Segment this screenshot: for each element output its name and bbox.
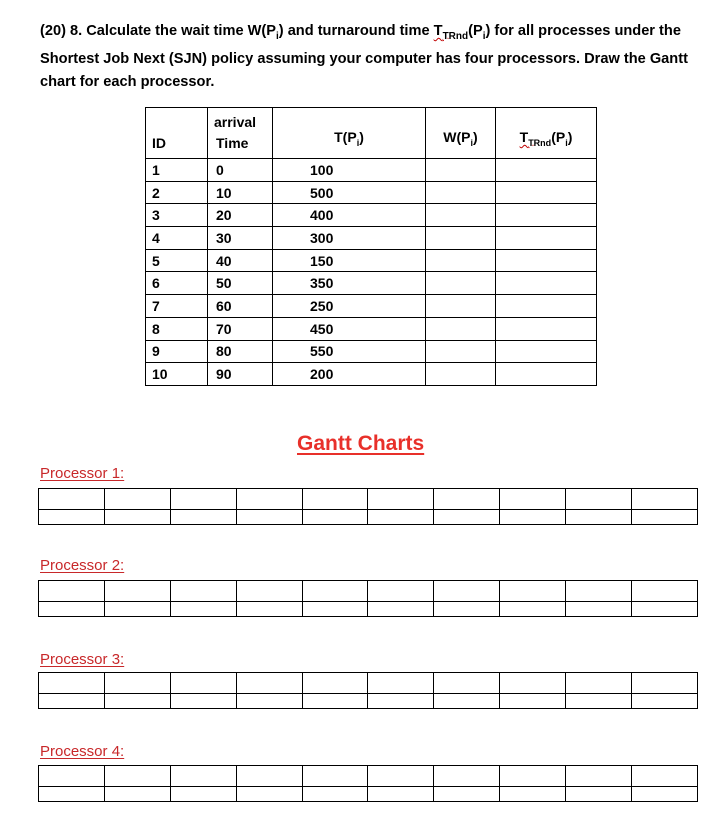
cell-id: 8 [146, 317, 208, 340]
gantt-cell[interactable] [39, 581, 105, 602]
cell-t: 200 [273, 363, 426, 386]
gantt-cell[interactable] [170, 602, 236, 617]
gantt-cell[interactable] [368, 787, 434, 802]
cell-w[interactable] [426, 181, 496, 204]
cell-w[interactable] [426, 317, 496, 340]
gantt-cell[interactable] [434, 602, 500, 617]
gantt-cell[interactable] [368, 766, 434, 787]
cell-t: 300 [273, 227, 426, 250]
gantt-cell[interactable] [39, 673, 105, 694]
cell-id: 2 [146, 181, 208, 204]
cell-arrival: 30 [208, 227, 273, 250]
gantt-cell[interactable] [170, 787, 236, 802]
gantt-cell[interactable] [368, 581, 434, 602]
processor-1-label: Processor 1: [40, 465, 125, 482]
gantt-cell[interactable] [39, 694, 105, 709]
gantt-cell[interactable] [236, 602, 302, 617]
gantt-cell[interactable] [39, 766, 105, 787]
cell-t: 250 [273, 295, 426, 318]
cell-w[interactable] [426, 204, 496, 227]
gantt-cell[interactable] [566, 489, 632, 510]
gantt-cell[interactable] [434, 766, 500, 787]
header-w: $W(P_i)$ [426, 108, 496, 159]
gantt-cell[interactable] [39, 489, 105, 510]
gantt-cell[interactable] [170, 673, 236, 694]
gantt-cell[interactable] [632, 673, 698, 694]
gantt-cell[interactable] [236, 489, 302, 510]
gantt-cell[interactable] [302, 602, 368, 617]
table-row [146, 295, 597, 318]
gantt-cell[interactable] [104, 602, 170, 617]
gantt-cell[interactable] [368, 510, 434, 525]
cell-id: 3 [146, 204, 208, 227]
cell-w[interactable] [426, 295, 496, 318]
gantt-cell[interactable] [632, 787, 698, 802]
gantt-cell[interactable] [302, 510, 368, 525]
gantt-cell[interactable] [368, 673, 434, 694]
cell-id: 1 [146, 159, 208, 182]
gantt-cell[interactable] [566, 673, 632, 694]
gantt-cell[interactable] [632, 694, 698, 709]
cell-id: 4 [146, 227, 208, 250]
header-t: $T(P_i)$ [273, 108, 426, 159]
table-row [146, 317, 597, 340]
cell-arrival: 40 [208, 249, 273, 272]
gantt-cell[interactable] [632, 602, 698, 617]
process-table [145, 107, 597, 386]
cell-trnd[interactable] [496, 272, 597, 295]
cell-arrival: 70 [208, 317, 273, 340]
cell-id: 5 [146, 249, 208, 272]
cell-trnd[interactable] [496, 227, 597, 250]
gantt-cell[interactable] [39, 510, 105, 525]
cell-arrival: 20 [208, 204, 273, 227]
gantt-cell[interactable] [500, 787, 566, 802]
gantt-time-row [39, 510, 698, 525]
gantt-time-row [39, 694, 698, 709]
header-trnd-symbol: $T_{TRnd}$ [519, 129, 552, 148]
cell-t: 350 [273, 272, 426, 295]
gantt-process-row [39, 766, 698, 787]
gantt-cell[interactable] [302, 489, 368, 510]
gantt-cell[interactable] [566, 510, 632, 525]
cell-trnd[interactable] [496, 317, 597, 340]
gantt-cell[interactable] [104, 694, 170, 709]
gantt-cell[interactable] [170, 510, 236, 525]
table-row [146, 181, 597, 204]
gantt-cell[interactable] [632, 510, 698, 525]
gantt-cell[interactable] [236, 673, 302, 694]
gantt-cell[interactable] [566, 581, 632, 602]
gantt-cell[interactable] [500, 510, 566, 525]
table-row [146, 363, 597, 386]
table-row [146, 204, 597, 227]
table-row [146, 249, 597, 272]
header-arrival-time [208, 108, 273, 159]
cell-trnd[interactable] [496, 204, 597, 227]
gantt-cell[interactable] [566, 694, 632, 709]
cell-trnd[interactable] [496, 363, 597, 386]
cell-trnd[interactable] [496, 340, 597, 363]
subscript-i: i [482, 30, 486, 42]
gantt-cell[interactable] [302, 673, 368, 694]
processor-3-gantt [38, 672, 698, 709]
cell-t: 150 [273, 249, 426, 272]
cell-id: 6 [146, 272, 208, 295]
gantt-cell[interactable] [104, 787, 170, 802]
gantt-cell[interactable] [236, 787, 302, 802]
gantt-cell[interactable] [368, 602, 434, 617]
gantt-cell[interactable] [632, 489, 698, 510]
processor-2-gantt [38, 580, 698, 617]
header-id: ID [146, 108, 208, 159]
gantt-cell[interactable] [566, 602, 632, 617]
gantt-cell[interactable] [302, 787, 368, 802]
gantt-cell[interactable] [236, 581, 302, 602]
question-suffix: ) for all processes under the Shortest Job Next (SJN) policy assuming your computer has four processors. Draw the Gantt chart for each processor. [40, 23, 688, 90]
question-prefix: (20) 8. Calculate the wait time W(P [40, 23, 276, 39]
gantt-cell[interactable] [170, 489, 236, 510]
processor-2-label: Processor 2: [40, 557, 125, 574]
gantt-cell[interactable] [236, 510, 302, 525]
gantt-cell[interactable] [566, 766, 632, 787]
gantt-cell[interactable] [500, 581, 566, 602]
gantt-cell[interactable] [39, 602, 105, 617]
gantt-process-row [39, 673, 698, 694]
gantt-cell[interactable] [236, 694, 302, 709]
gantt-cell[interactable] [236, 766, 302, 787]
table-row [146, 159, 597, 182]
header-trnd: $T_{TRnd}(P_i)$ [496, 108, 597, 159]
cell-id: 9 [146, 340, 208, 363]
question-text [40, 20, 704, 94]
cell-trnd[interactable] [496, 249, 597, 272]
cell-w[interactable] [426, 249, 496, 272]
gantt-cell[interactable] [500, 766, 566, 787]
gantt-cell[interactable] [368, 489, 434, 510]
gantt-cell[interactable] [170, 766, 236, 787]
table-row [146, 340, 597, 363]
cell-trnd[interactable] [496, 295, 597, 318]
header-arrival-line2: Time [216, 135, 249, 151]
processor-4-label: Processor 4: [40, 743, 125, 760]
trnd-symbol [433, 23, 469, 42]
cell-w[interactable] [426, 159, 496, 182]
cell-t: 450 [273, 317, 426, 340]
gantt-time-row [39, 602, 698, 617]
cell-w[interactable] [426, 227, 496, 250]
cell-trnd[interactable] [496, 181, 597, 204]
gantt-cell[interactable] [500, 694, 566, 709]
table-row [146, 272, 597, 295]
cell-t: 500 [273, 181, 426, 204]
header-arrival-line1: arrival [214, 114, 257, 130]
gantt-cell[interactable] [104, 673, 170, 694]
gantt-cell[interactable] [566, 787, 632, 802]
gantt-cell[interactable] [302, 766, 368, 787]
gantt-cell[interactable] [302, 581, 368, 602]
gantt-cell[interactable] [500, 673, 566, 694]
cell-t: 100 [273, 159, 426, 182]
cell-w[interactable] [426, 340, 496, 363]
gantt-cell[interactable] [170, 581, 236, 602]
gantt-cell[interactable] [104, 581, 170, 602]
cell-arrival: 10 [208, 181, 273, 204]
table-body [146, 159, 597, 386]
gantt-title: Gantt Charts [297, 432, 425, 455]
trnd-t: T [433, 23, 443, 39]
gantt-cell[interactable] [104, 510, 170, 525]
cell-id: 7 [146, 295, 208, 318]
cell-arrival: 0 [208, 159, 273, 182]
gantt-cell[interactable] [500, 489, 566, 510]
cell-arrival: 60 [208, 295, 273, 318]
gantt-cell[interactable] [434, 489, 500, 510]
gantt-time-row [39, 787, 698, 802]
table-row [146, 227, 597, 250]
question-mid: ) and turnaround time [278, 23, 434, 39]
cell-w[interactable] [426, 363, 496, 386]
cell-t: 550 [273, 340, 426, 363]
cell-trnd[interactable] [496, 159, 597, 182]
gantt-cell[interactable] [434, 787, 500, 802]
gantt-cell[interactable] [104, 489, 170, 510]
table-header-row [146, 108, 597, 159]
trnd-subscript: TRnd [442, 30, 469, 42]
gantt-cell[interactable] [39, 787, 105, 802]
subscript-i: i [276, 30, 279, 42]
cell-arrival: 50 [208, 272, 273, 295]
question-paren: (P [468, 23, 483, 39]
gantt-cell[interactable] [434, 510, 500, 525]
gantt-process-row [39, 581, 698, 602]
gantt-cell[interactable] [368, 694, 434, 709]
gantt-cell[interactable] [434, 694, 500, 709]
cell-id: 10 [146, 363, 208, 386]
gantt-cell[interactable] [434, 673, 500, 694]
gantt-cell[interactable] [632, 581, 698, 602]
cell-arrival: 80 [208, 340, 273, 363]
gantt-cell[interactable] [632, 766, 698, 787]
processor-3-label: Processor 3: [40, 651, 125, 668]
gantt-cell[interactable] [104, 766, 170, 787]
gantt-cell[interactable] [302, 694, 368, 709]
gantt-cell[interactable] [500, 602, 566, 617]
cell-t: 400 [273, 204, 426, 227]
gantt-process-row [39, 489, 698, 510]
gantt-cell[interactable] [434, 581, 500, 602]
processor-4-gantt [38, 765, 698, 802]
processor-1-gantt [38, 488, 698, 525]
cell-w[interactable] [426, 272, 496, 295]
cell-arrival: 90 [208, 363, 273, 386]
gantt-cell[interactable] [170, 694, 236, 709]
